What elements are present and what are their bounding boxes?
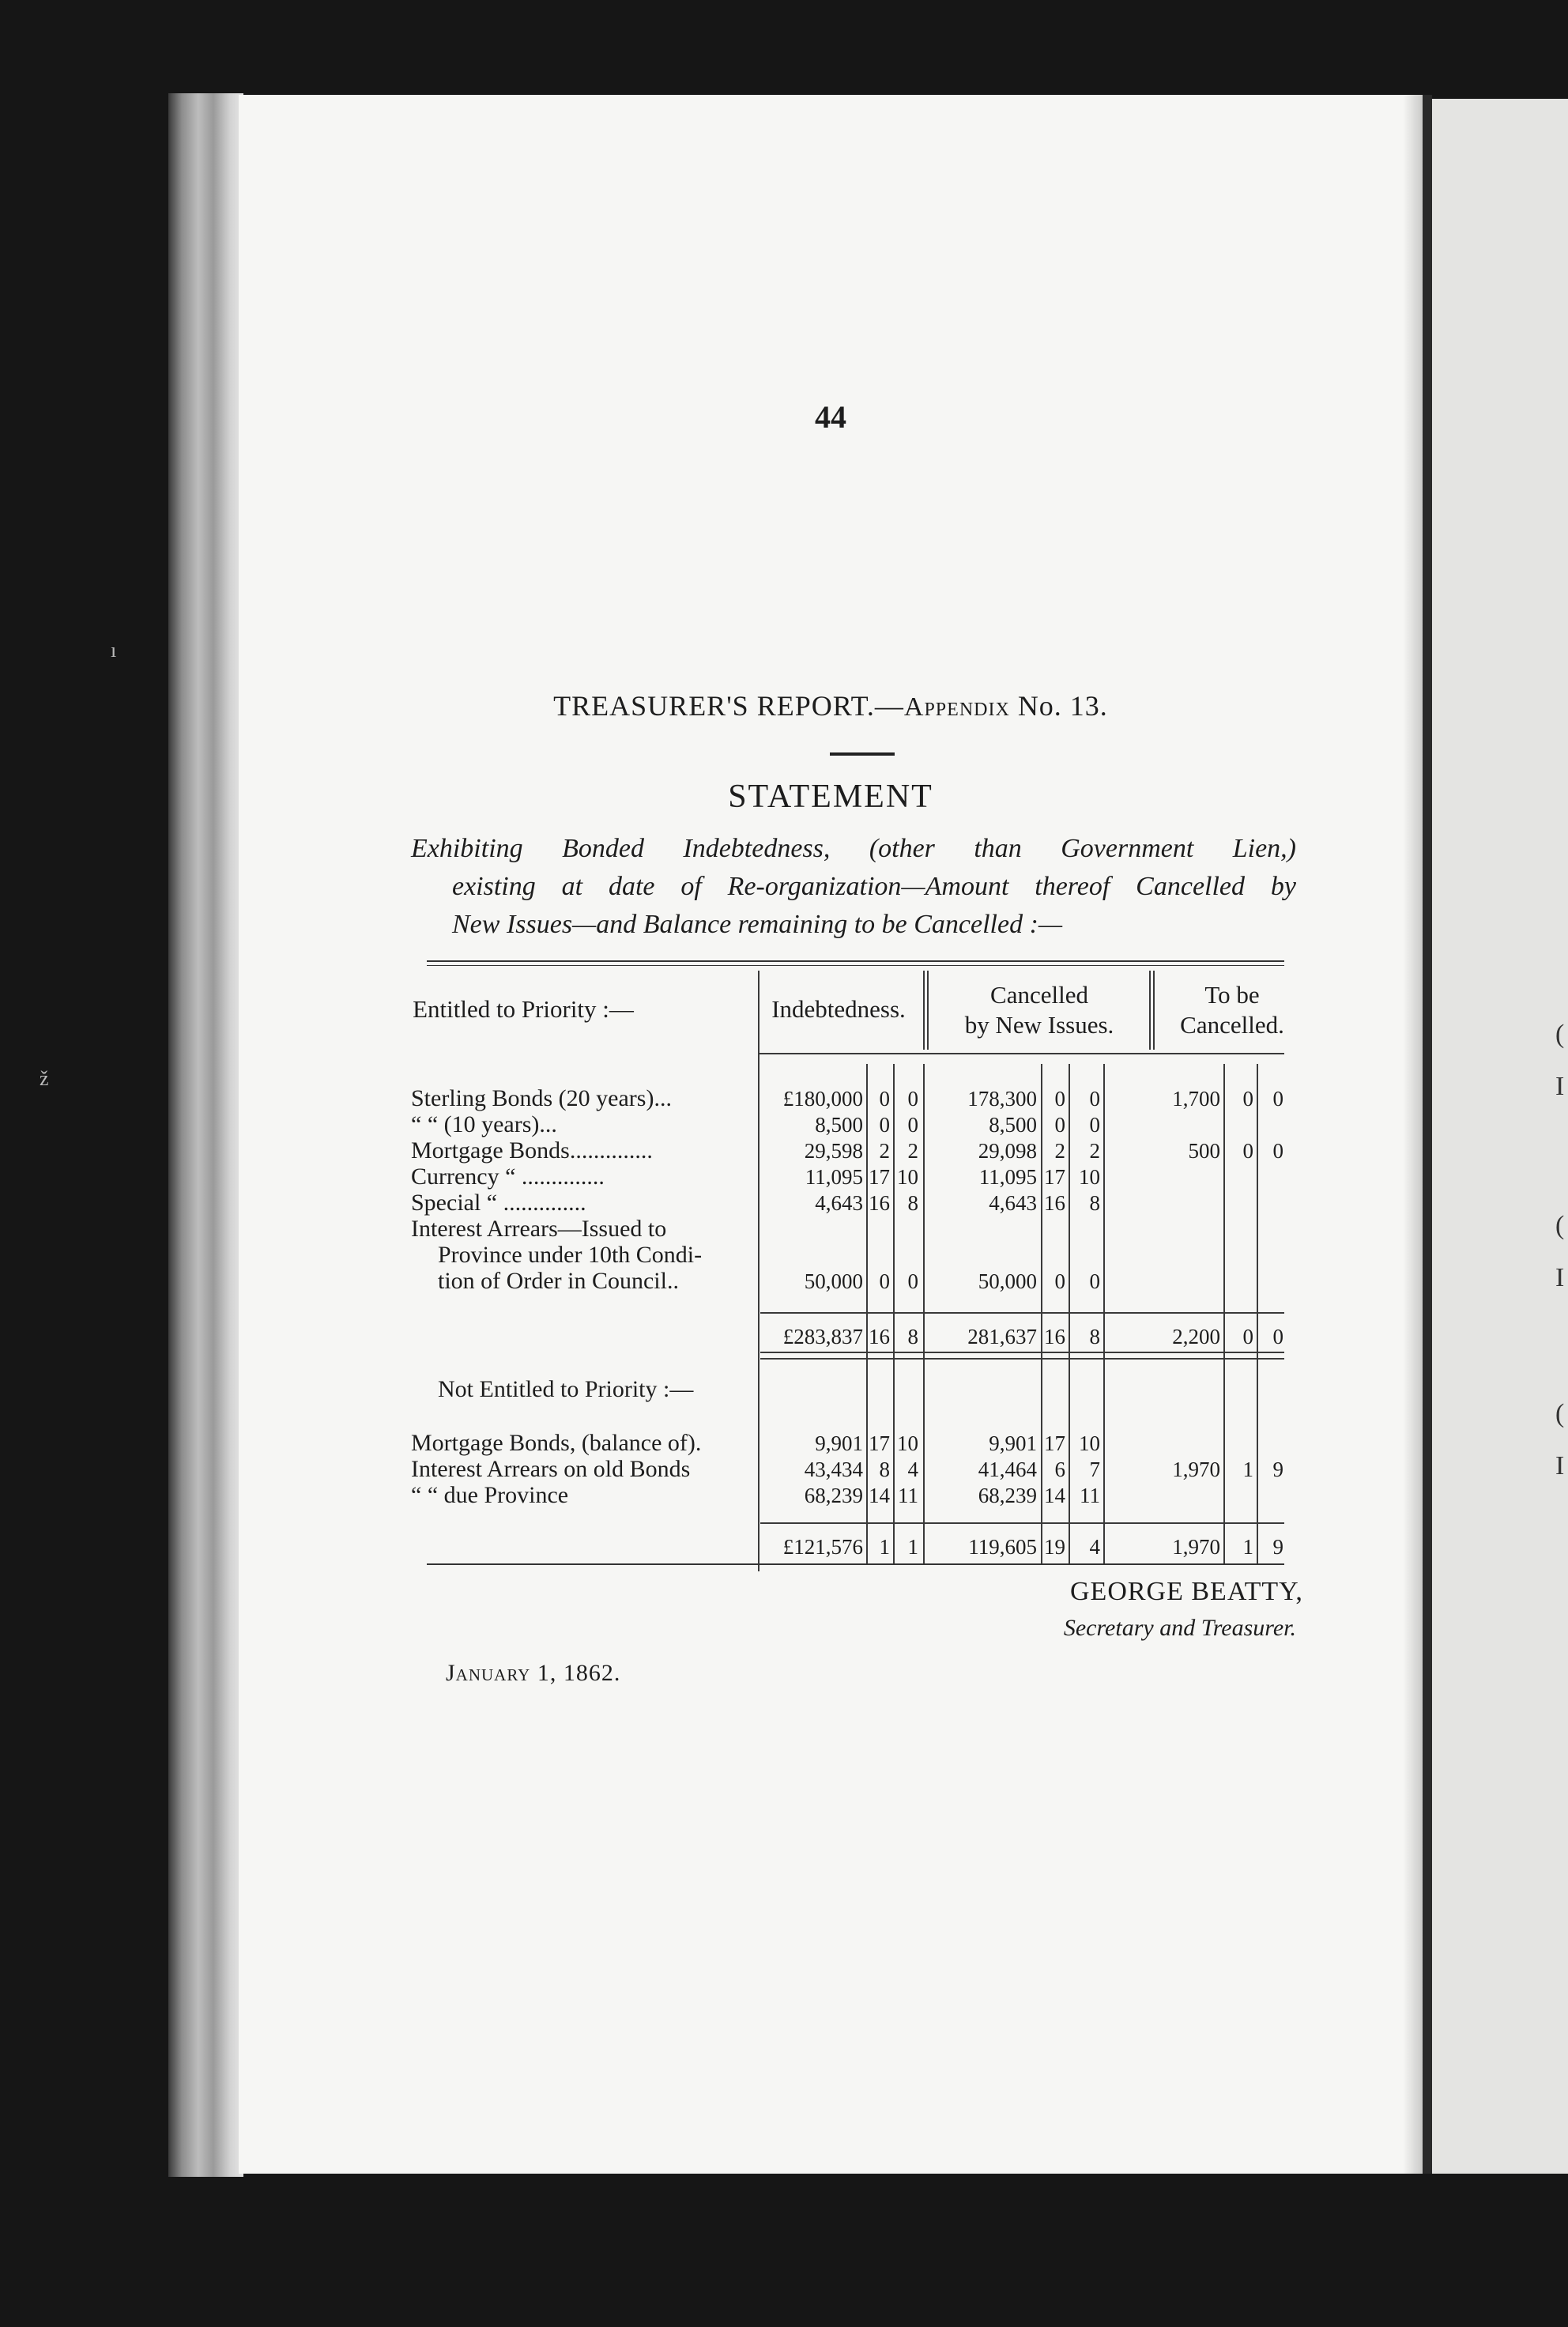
- cell-ind-pounds: 8,500: [815, 1113, 863, 1137]
- cell-tbc-pounds: 1,970: [1172, 1535, 1220, 1559]
- subtitle-line: existing at date of Re-organization—Amount thereof Cancelled by: [452, 872, 1296, 901]
- cell-ind-pounds: 4,643: [815, 1191, 863, 1215]
- cell-ind-pounds: 50,000: [804, 1269, 863, 1293]
- gutter: [1423, 95, 1432, 2174]
- row-label: Mortgage Bonds, (balance of).: [411, 1430, 702, 1456]
- cell-ind-shillings: 0: [879, 1269, 890, 1293]
- row-label: Sterling Bonds (20 years)...: [411, 1085, 672, 1111]
- col-header-indebtedness: Indebtedness.: [771, 995, 906, 1023]
- col-divider: [1149, 971, 1151, 1050]
- cell-can-shillings: 0: [1054, 1269, 1065, 1293]
- cell-can-pounds: 281,637: [967, 1325, 1037, 1348]
- signature-title: Secretary and Treasurer.: [1063, 1615, 1296, 1641]
- cell-ind-pence: 2: [907, 1139, 918, 1163]
- cell-ind-shillings: 0: [879, 1113, 890, 1137]
- cell-can-shillings: 16: [1044, 1325, 1065, 1348]
- cell-can-pounds: 41,464: [978, 1458, 1037, 1481]
- cell-can-pence: 8: [1089, 1191, 1100, 1215]
- cell-ind-pounds: £180,000: [782, 1087, 863, 1111]
- section2-heading: Not Entitled to Priority :—: [438, 1376, 694, 1402]
- col-divider: [923, 1064, 925, 1563]
- cell-can-pence: 7: [1089, 1458, 1100, 1481]
- cell-ind-pence: 1: [907, 1535, 918, 1559]
- cell-can-pounds: 4,643: [989, 1191, 1037, 1215]
- cell-can-shillings: 17: [1044, 1165, 1065, 1189]
- cell-tbc-pence: 9: [1272, 1458, 1283, 1481]
- cell-tbc-pounds: 2,200: [1172, 1325, 1220, 1348]
- table-bottom-rule: [427, 1563, 1284, 1565]
- cell-can-pounds: 29,098: [978, 1139, 1037, 1163]
- header-underline: [758, 1053, 1284, 1054]
- cell-can-shillings: 2: [1054, 1139, 1065, 1163]
- cell-tbc-pence: 0: [1272, 1325, 1283, 1348]
- cell-can-pence: 10: [1079, 1165, 1100, 1189]
- cell-ind-shillings: 2: [879, 1139, 890, 1163]
- scan-mark: ž: [40, 1067, 49, 1090]
- cell-can-pence: 0: [1089, 1113, 1100, 1137]
- cell-tbc-pence: 0: [1272, 1139, 1283, 1163]
- cell-ind-pence: 11: [898, 1484, 918, 1507]
- row-label: Currency “ ..............: [411, 1164, 605, 1190]
- col-header-tobe-line1: To be: [1204, 981, 1260, 1009]
- statement-title: STATEMENT: [728, 779, 933, 815]
- cell-can-pence: 4: [1089, 1535, 1100, 1559]
- table-top-rule: [427, 960, 1284, 966]
- col-header-tobe-line2: Cancelled.: [1180, 1011, 1284, 1039]
- cell-ind-pence: 0: [907, 1269, 918, 1293]
- cell-tbc-pence: 9: [1272, 1535, 1283, 1559]
- cell-tbc-pounds: 1,970: [1172, 1458, 1220, 1481]
- row-label: Mortgage Bonds..............: [411, 1137, 653, 1164]
- facing-page: [1432, 99, 1568, 2174]
- cell-can-pence: 2: [1089, 1139, 1100, 1163]
- cell-can-pence: 11: [1080, 1484, 1100, 1507]
- col-divider: [923, 971, 925, 1050]
- scan-mark: ı: [111, 639, 117, 662]
- page-number: 44: [815, 399, 846, 435]
- cell-ind-pence: 8: [907, 1191, 918, 1215]
- cell-can-pounds: 8,500: [989, 1113, 1037, 1137]
- header-number: No. 13.: [1017, 690, 1108, 722]
- cell-ind-shillings: 17: [869, 1431, 890, 1455]
- header-main: TREASURER'S REPORT.—: [553, 690, 904, 722]
- col-divider: [927, 971, 929, 1050]
- cell-tbc-shillings: 1: [1242, 1535, 1253, 1559]
- cell-tbc-pounds: 500: [1188, 1139, 1220, 1163]
- cell-can-shillings: 16: [1044, 1191, 1065, 1215]
- cell-can-pounds: 68,239: [978, 1484, 1037, 1507]
- header-appendix: Appendix: [903, 692, 1010, 722]
- cell-can-pence: 0: [1089, 1269, 1100, 1293]
- cell-ind-shillings: 0: [879, 1087, 890, 1111]
- signature-name: GEORGE BEATTY,: [1070, 1577, 1303, 1606]
- cell-ind-shillings: 8: [879, 1458, 890, 1481]
- cell-ind-shillings: 16: [869, 1325, 890, 1348]
- cell-can-pence: 8: [1089, 1325, 1100, 1348]
- cell-ind-pounds: 9,901: [815, 1431, 863, 1455]
- document-page: [239, 95, 1423, 2174]
- report-date: January 1, 1862.: [446, 1660, 621, 1686]
- cell-tbc-shillings: 1: [1242, 1458, 1253, 1481]
- row-label: Special “ ..............: [411, 1190, 586, 1216]
- cell-ind-pounds: 29,598: [804, 1139, 863, 1163]
- cell-can-shillings: 17: [1044, 1431, 1065, 1455]
- cell-ind-pounds: 43,434: [804, 1458, 863, 1481]
- total-rule: [760, 1312, 1284, 1314]
- cell-can-pounds: 178,300: [967, 1087, 1037, 1111]
- cell-tbc-pence: 0: [1272, 1087, 1283, 1111]
- facing-page-letter: (: [1555, 1211, 1565, 1240]
- cell-can-shillings: 19: [1044, 1535, 1065, 1559]
- cell-tbc-shillings: 0: [1242, 1139, 1253, 1163]
- statement-subtitle: [411, 830, 1296, 944]
- cell-tbc-shillings: 0: [1242, 1087, 1253, 1111]
- cell-ind-pounds: 68,239: [804, 1484, 863, 1507]
- col-header-cancelled: [928, 980, 1151, 1040]
- col-header-cancelled-line2: by New Issues.: [964, 1011, 1114, 1039]
- cell-ind-shillings: 17: [869, 1165, 890, 1189]
- facing-page-letter: I: [1555, 1072, 1565, 1101]
- row-label-line: tion of Order in Council..: [438, 1268, 679, 1294]
- facing-page-letter: (: [1555, 1020, 1565, 1049]
- total-rule: [760, 1522, 1284, 1524]
- cell-ind-pence: 0: [907, 1113, 918, 1137]
- cell-can-shillings: 6: [1054, 1458, 1065, 1481]
- title-rule: [830, 752, 895, 756]
- cell-can-pounds: 50,000: [978, 1269, 1037, 1293]
- col-divider: [1257, 1064, 1258, 1563]
- facing-page-letter: (: [1555, 1399, 1565, 1428]
- cell-tbc-pounds: 1,700: [1172, 1087, 1220, 1111]
- row-label-line: Province under 10th Condi-: [438, 1242, 703, 1268]
- cell-can-shillings: 14: [1044, 1484, 1065, 1507]
- row-label-line: Interest Arrears—Issued to: [411, 1216, 667, 1242]
- cell-can-pounds: 119,605: [968, 1535, 1037, 1559]
- cell-ind-pence: 10: [897, 1165, 918, 1189]
- cell-ind-shillings: 1: [879, 1535, 890, 1559]
- subtitle-line: Exhibiting Bonded Indebtedness, (other than Government Lien,): [411, 834, 1296, 863]
- cell-ind-pounds: £121,576: [782, 1535, 863, 1559]
- cell-ind-pence: 4: [907, 1458, 918, 1481]
- cell-ind-shillings: 14: [869, 1484, 890, 1507]
- cell-can-pounds: 11,095: [978, 1165, 1037, 1189]
- col-divider: [1103, 1064, 1105, 1563]
- cell-ind-pounds: 11,095: [805, 1165, 863, 1189]
- row-label: “ “ (10 years)...: [411, 1111, 557, 1137]
- cell-can-shillings: 0: [1054, 1113, 1065, 1137]
- facing-page-letter: I: [1555, 1451, 1565, 1480]
- cell-can-pence: 10: [1079, 1431, 1100, 1455]
- book-edge: [168, 93, 243, 2177]
- cell-ind-shillings: 16: [869, 1191, 890, 1215]
- total-double-rule: [760, 1352, 1284, 1360]
- cell-can-shillings: 0: [1054, 1087, 1065, 1111]
- report-header: [239, 689, 1423, 722]
- col-header-priority: Entitled to Priority :—: [413, 995, 634, 1023]
- col-header-tobe: [1157, 980, 1307, 1040]
- facing-page-letter: I: [1555, 1263, 1565, 1292]
- cell-can-pence: 0: [1089, 1087, 1100, 1111]
- page-shadow: [1403, 95, 1423, 2174]
- row-label: “ “ due Province: [411, 1482, 569, 1508]
- cell-ind-pence: 8: [907, 1325, 918, 1348]
- subtitle-line: New Issues—and Balance remaining to be Cancelled :—: [452, 910, 1063, 939]
- cell-ind-pence: 0: [907, 1087, 918, 1111]
- row-label: Interest Arrears on old Bonds: [411, 1456, 691, 1482]
- cell-ind-pence: 10: [897, 1431, 918, 1455]
- cell-tbc-shillings: 0: [1242, 1325, 1253, 1348]
- col-divider: [1153, 971, 1155, 1050]
- cell-can-pounds: 9,901: [989, 1431, 1037, 1455]
- cell-ind-pounds: £283,837: [782, 1325, 863, 1348]
- col-header-cancelled-line1: Cancelled: [990, 981, 1088, 1009]
